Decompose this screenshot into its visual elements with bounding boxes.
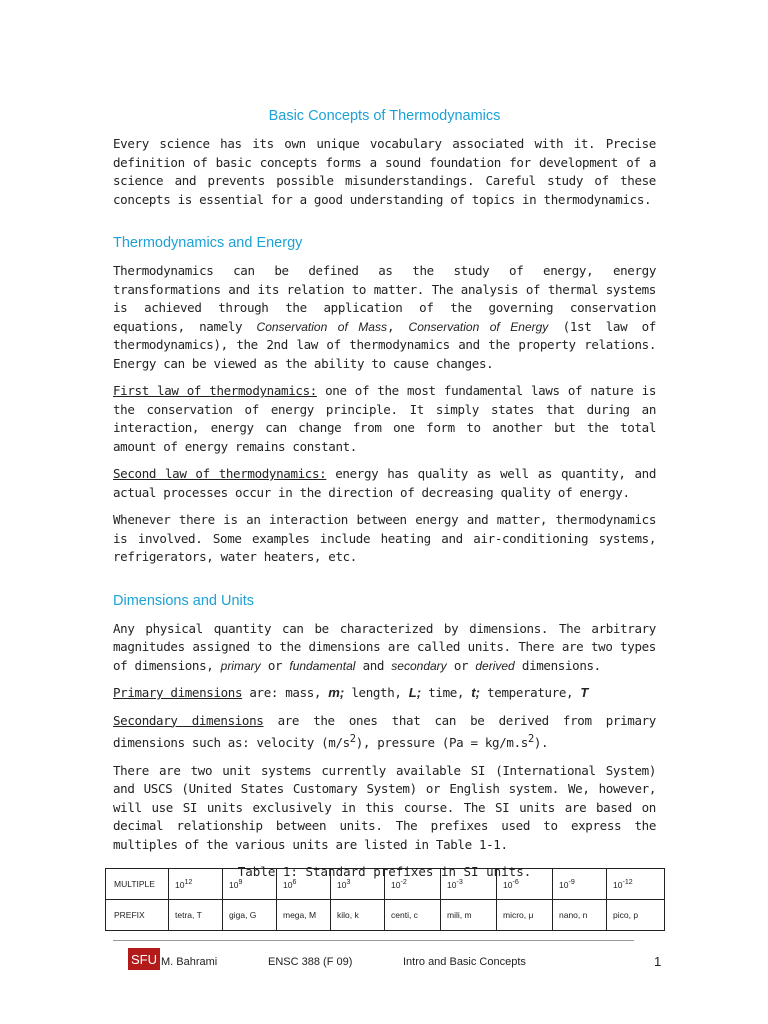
prefix-cell: centi, c [385, 900, 441, 931]
text: and [355, 657, 392, 673]
text: one of the most fundamental laws of nature is the conservation of energy principle. It simply states that during an interaction, energy can change from one form to another but the total amount of energy remains constant. [113, 383, 656, 454]
text: or [446, 657, 476, 673]
superscript: 2 [349, 733, 356, 745]
prefix-cell: tetra, T [169, 900, 223, 931]
text: energy has quality as well as quantity, and actual processes occur in the direction of decreasing quality of energy. [113, 466, 656, 500]
multiple-cell: $10^{12}$ [169, 869, 223, 900]
footer-author: M. Bahrami [161, 956, 218, 968]
conservation-of-energy-term: Conservation of Energy [408, 319, 549, 334]
length-symbol: L; [408, 685, 422, 700]
page-content [113, 106, 656, 889]
text: time, [421, 685, 472, 700]
multiple-cell: $10^3$ [331, 869, 385, 900]
secondary-dimensions-label: Secondary dimensions [113, 712, 264, 728]
multiple-cell: $10^6$ [277, 869, 331, 900]
multiple-label: MULTIPLE [106, 869, 169, 900]
text: ). [533, 735, 549, 751]
si-prefix-table [105, 868, 665, 931]
conservation-of-mass-term: Conservation of Mass [256, 319, 387, 334]
prefix-cell: nano, n [553, 900, 607, 931]
first-law-paragraph [113, 382, 656, 456]
multiple-cell: $10^{-2}$ [385, 869, 441, 900]
secondary-term: secondary [391, 658, 447, 673]
dimensions-paragraph [113, 620, 656, 676]
page-number: 1 [654, 954, 662, 969]
text: length, [344, 685, 409, 700]
section-heading-dimensions-units: Dimensions and Units [113, 592, 255, 609]
prefix-cell: mili, m [441, 900, 497, 931]
multiple-row [106, 869, 665, 900]
table-caption: Table 1: Standard prefixes in SI units. [237, 864, 532, 880]
footer-divider [113, 940, 634, 941]
unit-systems-paragraph: There are two unit systems currently available SI (International System) and USCS (United States Customary System) or English system. We, however, will use SI units exclusively in this course. The SI units are based on decimal relationship between units. The prefixes used to express the multiples of the various units are listed in Table 1-1. [113, 762, 656, 852]
multiple-cell: $10^{-9}$ [553, 869, 607, 900]
text: ), pressure (Pa = kg/m.s [355, 735, 528, 751]
secondary-dimensions-paragraph [113, 712, 656, 753]
sfu-logo: SFU [128, 948, 160, 970]
text: temperature, [479, 685, 581, 700]
multiple-cell: $10^{-6}$ [497, 869, 553, 900]
intro-paragraph: Every science has its own unique vocabulary associated with it. Precise definition of basic concepts forms a sound foundation for development of a science and prevents possible misunderstandings. Careful study of these concepts is essential for a good understanding of topics in thermodynamics. [113, 136, 656, 207]
prefix-cell: micro, μ [497, 900, 553, 931]
temperature-symbol: T [580, 685, 589, 700]
prefix-cell: mega, M [277, 900, 331, 931]
multiple-cell: $10^9$ [223, 869, 277, 900]
second-law-paragraph [113, 465, 656, 502]
prefix-cell: pico, p [607, 900, 665, 931]
time-symbol: t; [471, 685, 480, 700]
prefix-label: PREFIX [106, 900, 169, 931]
multiple-cell: $10^{-12}$ [607, 869, 665, 900]
superscript: 2 [527, 733, 534, 745]
primary-term: primary [220, 658, 261, 673]
text: Thermodynamics can be defined as the study of energy, energy transformations and its relation to matter. The analysis of thermal systems is achieved through the application of the governing conservation equations, namely [113, 263, 656, 334]
footer-topic: Intro and Basic Concepts [403, 956, 526, 968]
text: or [260, 657, 290, 673]
section-heading-thermodynamics-energy: Thermodynamics and Energy [113, 235, 303, 251]
examples-paragraph: Whenever there is an interaction between energy and matter, thermodynamics is involved. Some examples include heating and air-conditioning systems, refrigerators, water heaters, etc. [113, 512, 656, 564]
multiple-cell: $10^{-3}$ [441, 869, 497, 900]
prefix-row [106, 900, 665, 931]
second-law-label: Second law of thermodynamics: [113, 466, 327, 481]
text: are the ones that can be derived from primary dimensions such as: velocity (m/s [113, 712, 656, 751]
primary-dimensions-paragraph [113, 684, 656, 703]
page-title: Basic Concepts of Thermodynamics [268, 108, 501, 124]
text: dimensions. [514, 657, 601, 673]
mass-symbol: m; [328, 685, 345, 700]
thermo-definition-paragraph [113, 262, 656, 373]
text: are: mass, [242, 685, 329, 700]
footer-course: ENSC 388 (F 09) [268, 956, 353, 968]
fundamental-term: fundamental [289, 658, 356, 673]
derived-term: derived [475, 658, 515, 673]
first-law-label: First law of thermodynamics: [113, 383, 317, 398]
text: , [386, 318, 409, 334]
primary-dimensions-label: Primary dimensions [113, 685, 243, 700]
prefix-cell: kilo, k [331, 900, 385, 931]
prefix-cell: giga, G [223, 900, 277, 931]
text: Any physical quantity can be characterized by dimensions. The arbitrary magnitudes assigned to the dimensions are called units. There are two types of dimensions, [113, 620, 656, 673]
text: (1st law of thermodynamics), the 2nd law of thermodynamics and the property relations. Energy can be viewed as the ability to cause changes. [113, 318, 656, 371]
